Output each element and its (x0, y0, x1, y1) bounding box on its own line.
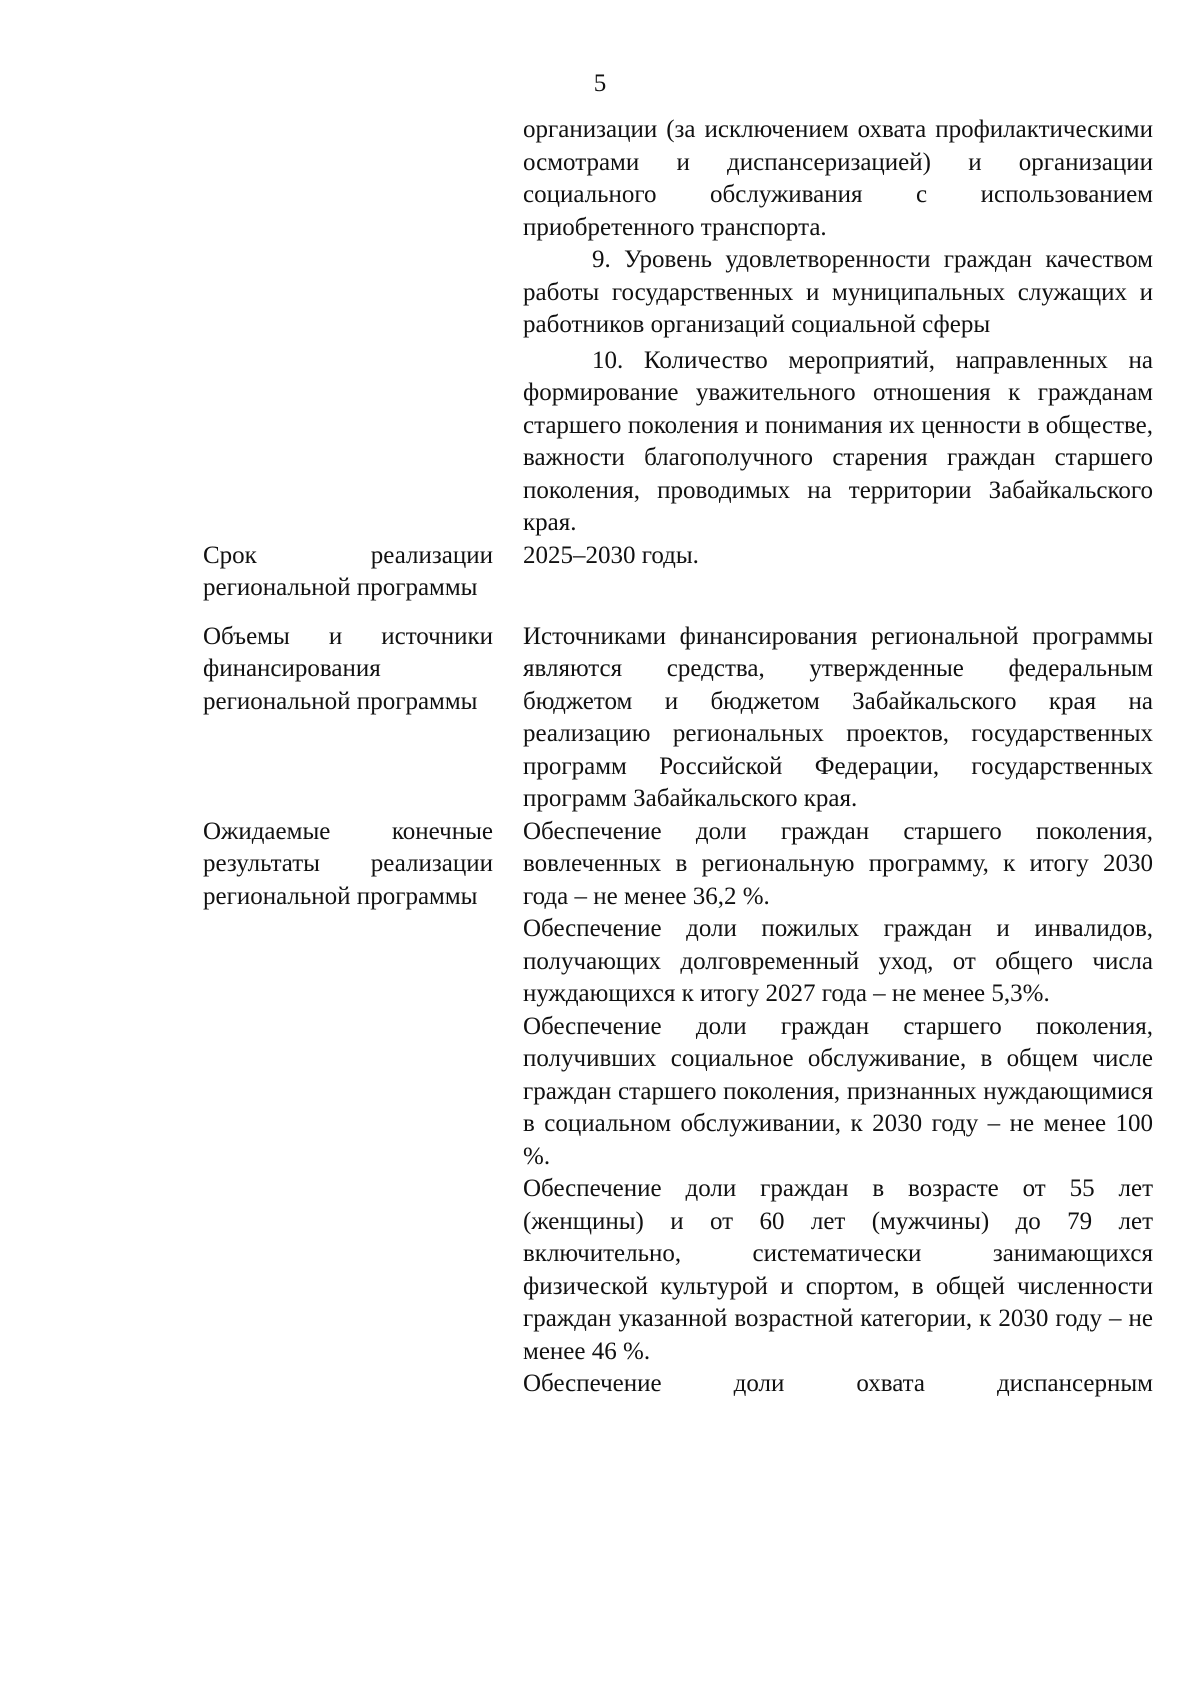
table-row (203, 540, 1153, 605)
row-content (523, 621, 1153, 816)
paragraph: 10. Количество мероприятий, направленных на формирование уважительного отношения к гражданам старшего поколения и понимания их ценности в обществе, важности благополучного старения граждан старшего поколения, проводимых на территории Забайкальского края. (523, 346, 1153, 536)
paragraph: 9. Уровень удовлетворенности граждан качеством работы государственных и муниципальных служащих и работников организаций социальной сферы (523, 246, 1153, 338)
passport-table (203, 114, 1153, 1401)
paragraph: Обеспечение доли граждан старшего поколения, вовлеченных в региональную программу, к итогу 2030 года – не менее 36,2 %. (523, 817, 1153, 910)
row-content (523, 540, 1153, 605)
page-number: 5 (593, 70, 607, 97)
paragraph: организации (за исключением охвата профилактическими осмотрами и диспансеризацией) и организации социального обслуживания с использованием приобретенного транспорта. (523, 116, 1153, 241)
row-content (523, 114, 1153, 540)
paragraph: Обеспечение доли граждан в возрасте от 55 лет (женщины) и от 60 лет (мужчины) до 79 лет включительно, систематически занимающихся физической культурой и спортом, в общей численности граждан указанной возрастной категории, к 2030 году – не менее 46 %. (523, 1175, 1153, 1365)
paragraph: Обеспечение доли охвата диспансерным (523, 1370, 1153, 1397)
paragraph: Обеспечение доли пожилых граждан и инвалидов, получающих долговременный уход, от общего числа нуждающихся к итогу 2027 года – не менее 5,3%. (523, 915, 1153, 1007)
row-label: Объемы и источники финансирования региональной программы (203, 622, 493, 715)
row-label: Срок реализации региональной программы (203, 541, 493, 601)
paragraph: Источниками финансирования региональной программы являются средства, утвержденные федеральным бюджетом и бюджетом Забайкальского края на реализацию региональных проектов, государственных программ Российской Федерации, государственных программ Забайкальского края. (523, 622, 1153, 812)
table-row (203, 114, 1153, 540)
row-content (523, 816, 1153, 1401)
table-row (203, 621, 1153, 816)
row-label (203, 114, 493, 540)
row-label: Ожидаемые конечные результаты реализации региональной программы (203, 817, 493, 910)
table-row (203, 816, 1153, 1401)
paragraph: Обеспечение доли граждан старшего поколения, получивших социальное обслуживание, в общем числе граждан старшего поколения, признанных нуждающимися в социальном обслуживании, к 2030 году – не менее 100 %. (523, 1012, 1153, 1170)
paragraph: 2025–2030 годы. (523, 541, 699, 569)
